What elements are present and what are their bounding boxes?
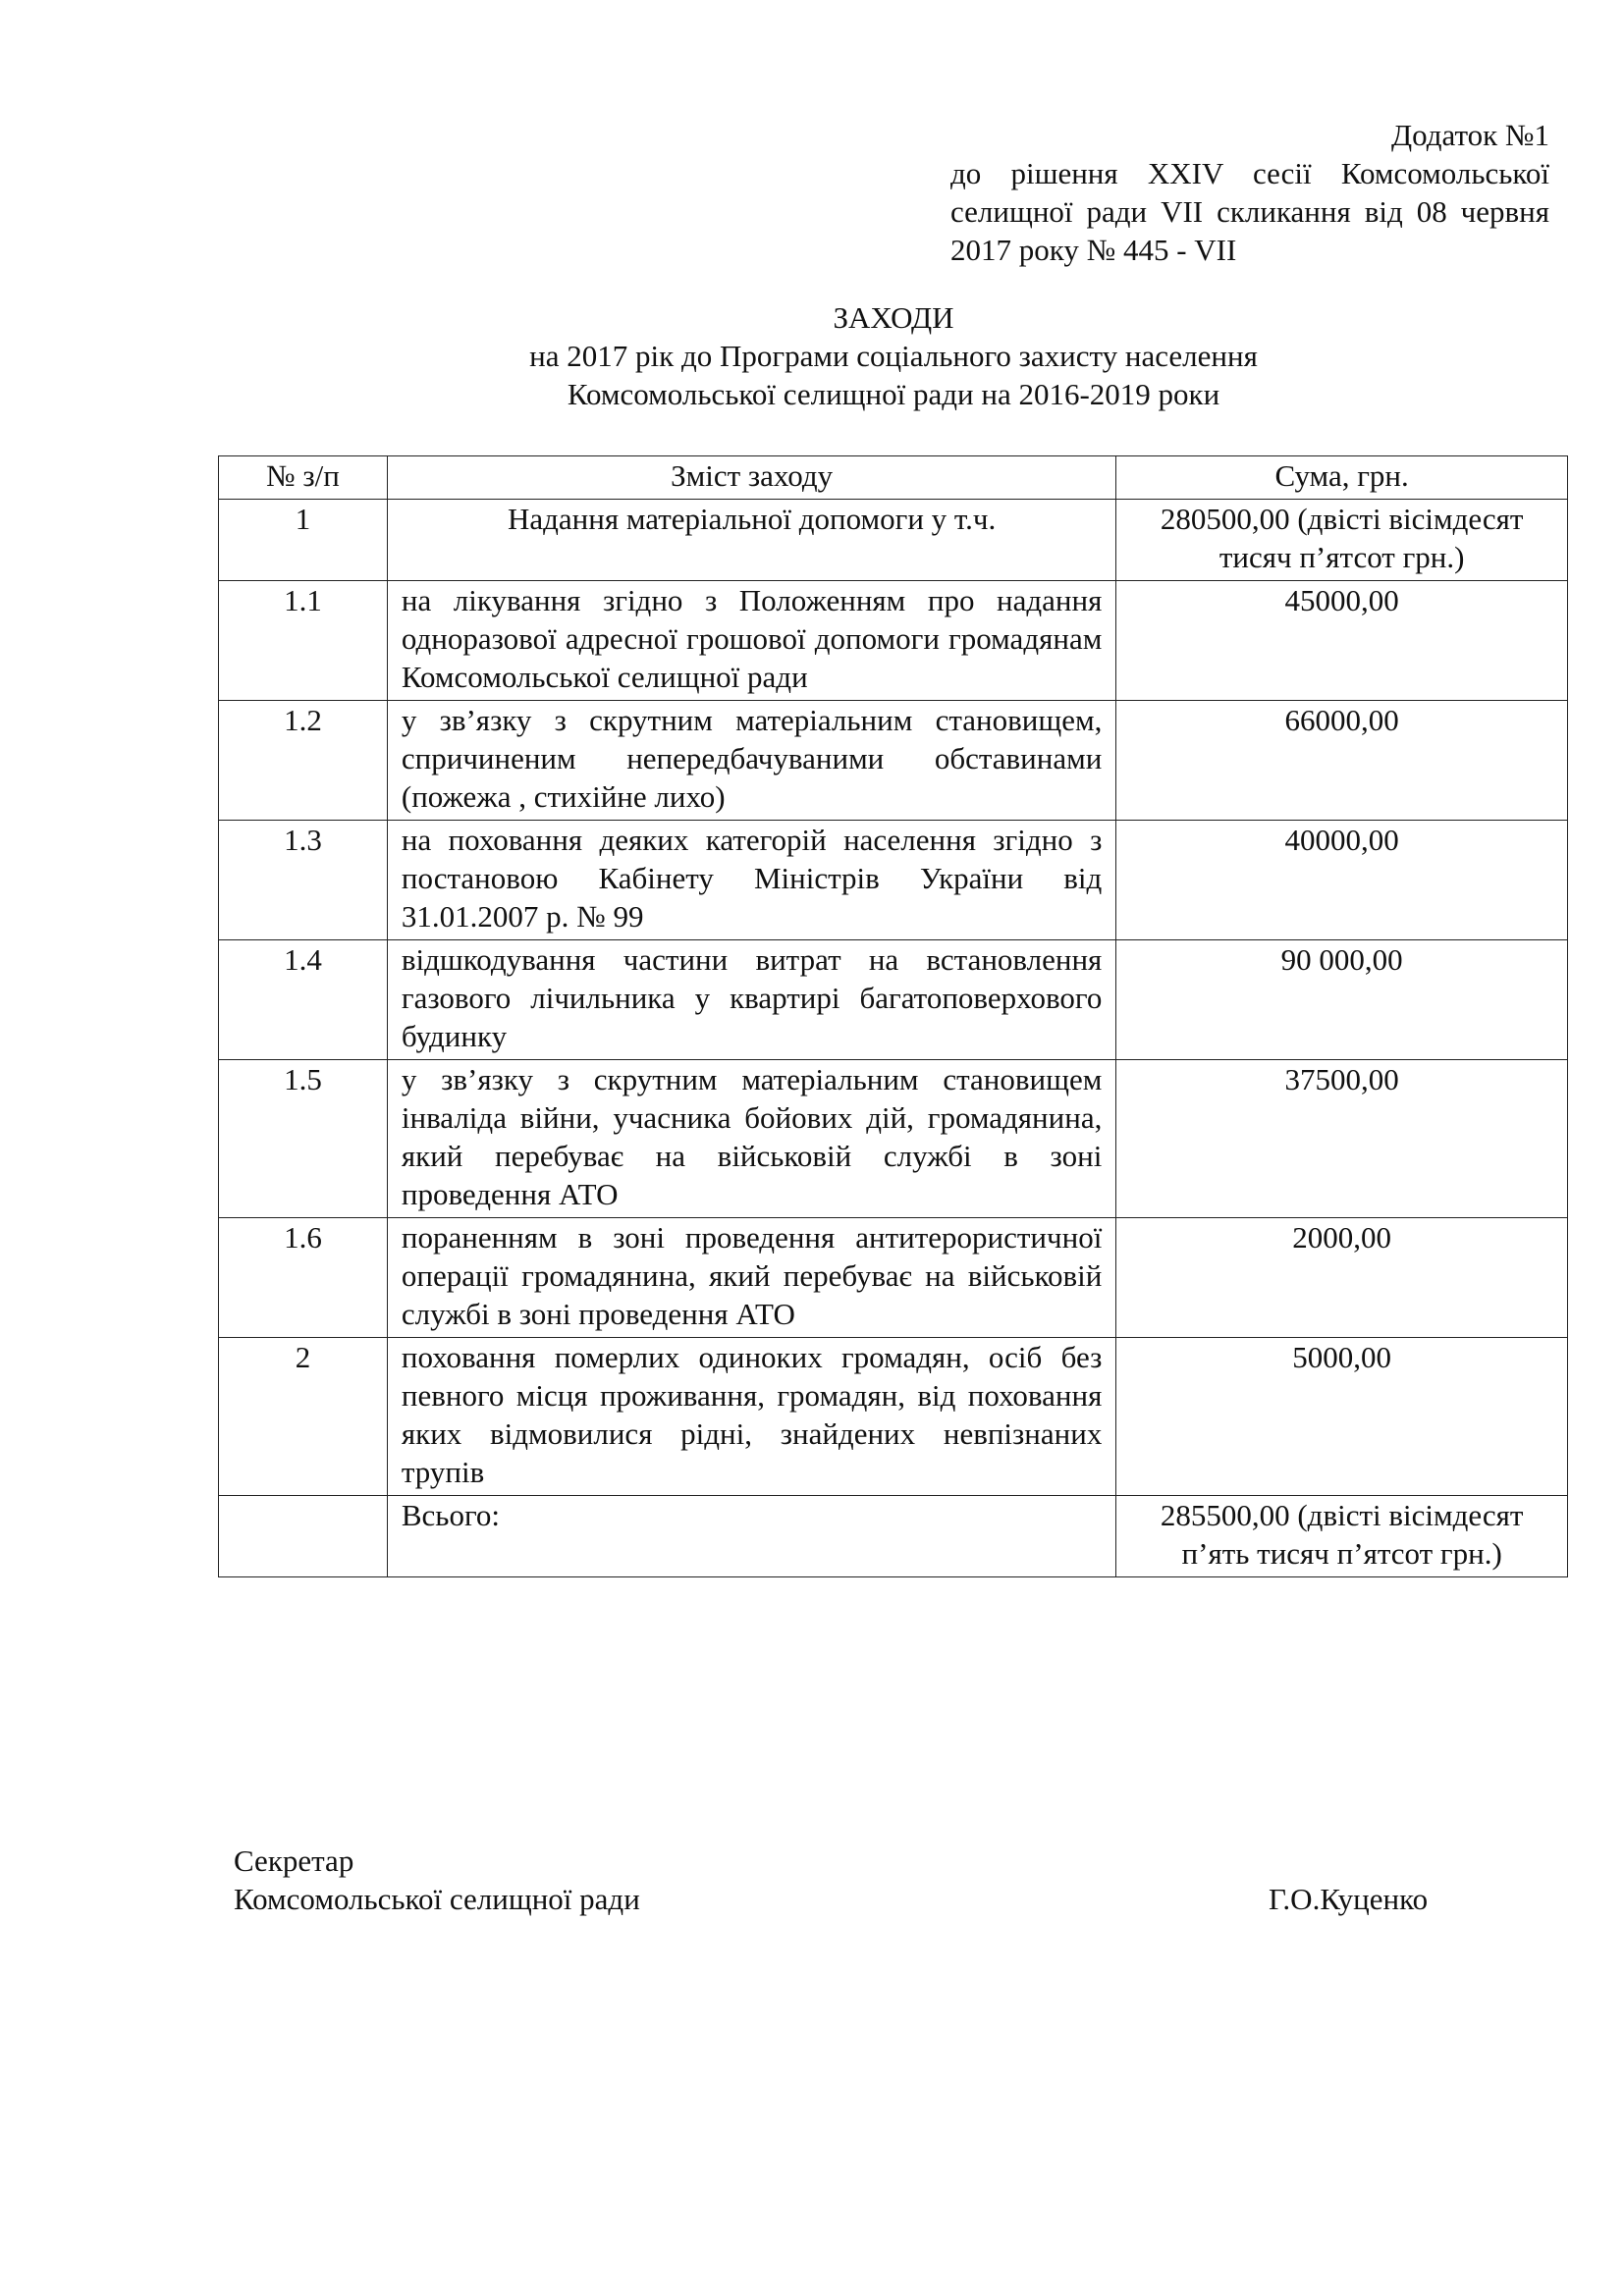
total-label: Всього: <box>387 1496 1115 1577</box>
row-sum: 45000,00 <box>1116 581 1568 701</box>
table-row <box>219 1218 1568 1338</box>
table-row <box>219 940 1568 1060</box>
row-number: 1.5 <box>219 1060 388 1218</box>
signature-position <box>234 1842 1019 1918</box>
total-number-cell <box>219 1496 388 1577</box>
table-row <box>219 581 1568 701</box>
row-number: 1.3 <box>219 821 388 940</box>
row-sum: 66000,00 <box>1116 701 1568 821</box>
row-content: на лікування згідно з Положенням про надання одноразової адресної грошової допомоги громадянам Комсомольської селищної ради <box>387 581 1115 701</box>
table-header-row <box>219 456 1568 500</box>
row-content: пораненням в зоні проведення антитерористичної операції громадянина, який перебуває на військовій службі в зоні проведення АТО <box>387 1218 1115 1338</box>
row-content: у зв’язку з скрутним матеріальним становищем інваліда війни, учасника бойових дій, громадянина, який перебуває на військовій службі в зоні проведення АТО <box>387 1060 1115 1218</box>
table-row <box>219 500 1568 581</box>
header-number: № з/п <box>219 456 388 500</box>
table-row <box>219 1338 1568 1496</box>
row-number: 1.1 <box>219 581 388 701</box>
row-sum: 37500,00 <box>1116 1060 1568 1218</box>
header-content: Зміст заходу <box>387 456 1115 500</box>
heading-subtitle-line1: на 2017 рік до Програми соціального захисту населення <box>529 339 1258 373</box>
table-row <box>219 821 1568 940</box>
row-content: Надання матеріальної допомоги у т.ч. <box>387 500 1115 581</box>
row-content: на поховання деяких категорій населення згідно з постановою Кабінету Міністрів України від 31.01.2007 р. № 99 <box>387 821 1115 940</box>
annex-block <box>950 116 1549 269</box>
row-content: поховання померлих одиноких громадян, осіб без певного місця проживання, громадян, від поховання яких відмовилися рідні, знайдених невпізнаних трупів <box>387 1338 1115 1496</box>
header-sum: Сума, грн. <box>1116 456 1568 500</box>
row-sum: 280500,00 (двісті вісімдесят тисяч п’ятсот грн.) <box>1116 500 1568 581</box>
row-number: 1.4 <box>219 940 388 1060</box>
document-heading <box>216 298 1571 413</box>
total-sum: 285500,00 (двісті вісімдесят п’ять тисяч п’ятсот грн.) <box>1116 1496 1568 1577</box>
signature-organization: Комсомольської селищної ради <box>234 1882 640 1916</box>
row-sum: 90 000,00 <box>1116 940 1568 1060</box>
row-sum: 40000,00 <box>1116 821 1568 940</box>
row-number: 2 <box>219 1338 388 1496</box>
table-row <box>219 701 1568 821</box>
row-number: 1.6 <box>219 1218 388 1338</box>
measures-table <box>218 455 1568 1577</box>
row-number: 1.2 <box>219 701 388 821</box>
heading-title: ЗАХОДИ <box>833 300 954 335</box>
annex-reference: до рішення XXIV сесії Комсомольської селищної ради VII скликання від 08 червня 2017 року № 445 - VII <box>950 156 1549 267</box>
table-row <box>219 1060 1568 1218</box>
row-sum: 2000,00 <box>1116 1218 1568 1338</box>
row-sum: 5000,00 <box>1116 1338 1568 1496</box>
table-total-row <box>219 1496 1568 1577</box>
row-number: 1 <box>219 500 388 581</box>
row-content: відшкодування частини витрат на встановлення газового лічильника у квартирі багатоповерхового будинку <box>387 940 1115 1060</box>
annex-title: Додаток №1 <box>1390 118 1549 152</box>
row-content: у зв’язку з скрутним матеріальним становищем, спричиненим непередбачуваними обставинами (пожежа , стихійне лихо) <box>387 701 1115 821</box>
signature-title: Секретар <box>234 1843 354 1878</box>
signature-name: Г.О.Куценко <box>1269 1882 1429 1916</box>
heading-subtitle-line2: Комсомольської селищної ради на 2016-2019 роки <box>567 377 1220 411</box>
